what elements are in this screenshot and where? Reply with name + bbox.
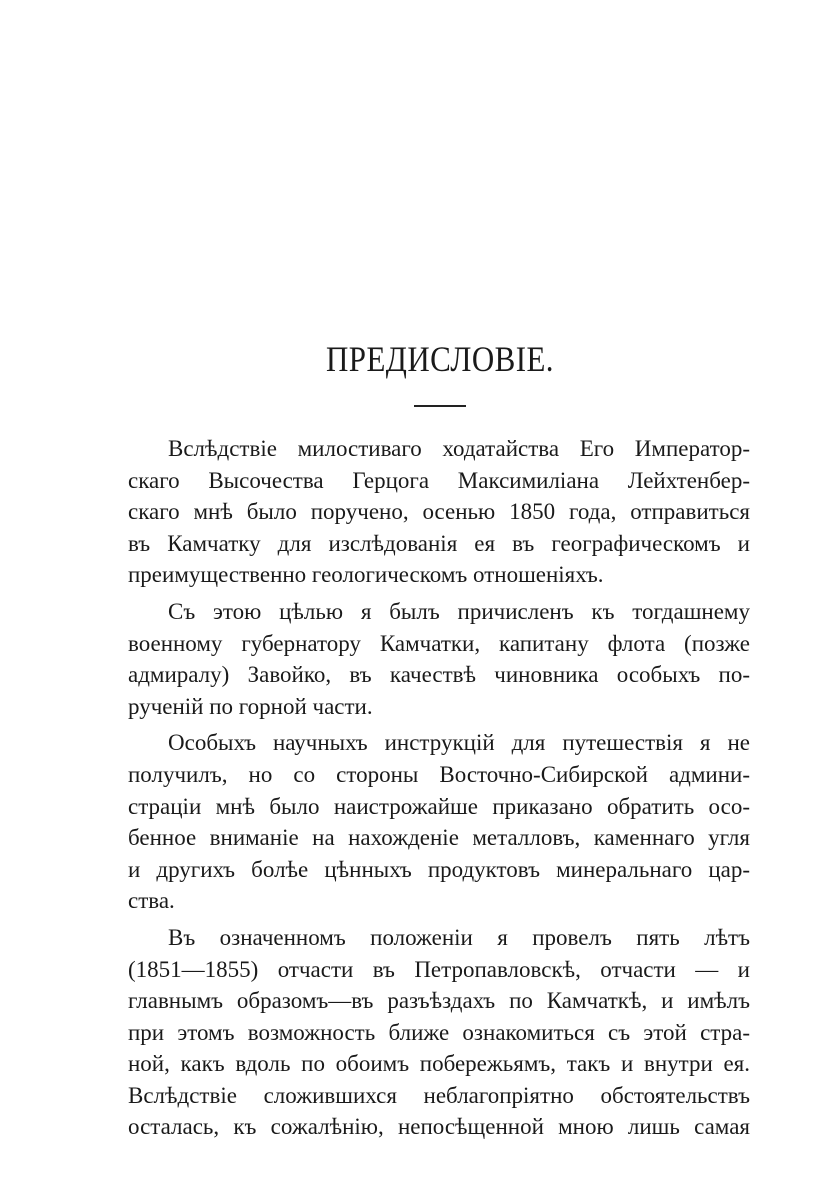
text-line: рученій по горной части.	[128, 693, 373, 719]
paragraph-3	[128, 727, 750, 917]
paragraph-2	[128, 596, 750, 722]
text-line: ной, какъ вдоль по обоимъ побережьямъ, такъ и внутри ея.	[128, 1051, 750, 1077]
text-line: Вслѣдствіе милостиваго ходатайства Его Император-	[168, 436, 750, 461]
text-line: при этомъ возможность ближе ознакомиться съ этой стра-	[128, 1019, 750, 1045]
text-line: преимущественно геологическомъ отношеніяхъ.	[128, 562, 604, 588]
preface-text	[128, 433, 750, 1143]
text-line: въ Камчатку для изслѣдованія ея въ географическомъ и	[128, 530, 750, 556]
text-line: Вслѣдствіе сложившихся неблагопріятно обстоятельствъ	[128, 1082, 750, 1108]
text-line: страціи мнѣ было наистрожайше приказано обратить осо-	[128, 793, 750, 819]
text-line: Въ означенномъ положеніи я провелъ пять лѣтъ	[168, 924, 750, 950]
paragraph-1	[128, 433, 750, 591]
text-line: Съ этою цѣлью я былъ причисленъ къ тогдашнему	[168, 598, 750, 624]
text-line: военному губернатору Камчатки, капитану флота (позже	[128, 630, 750, 656]
text-line: главнымъ образомъ—въ разъѣздахъ по Камчаткѣ, и имѣлъ	[128, 988, 750, 1014]
text-line: (1851—1855) отчасти въ Петропавловскѣ, отчасти — и	[128, 956, 750, 982]
text-line: ства.	[128, 888, 175, 914]
text-line: скаго Высочества Герцога Максимиліана Лейхтенбер-	[128, 467, 750, 493]
text-line: осталась, къ сожалѣнію, непосѣщенной мною лишь самая	[128, 1114, 750, 1140]
text-line: получилъ, но со стороны Восточно-Сибирской админи-	[128, 761, 750, 787]
page-title: ПРЕДИСЛОВІЕ.	[326, 339, 554, 379]
text-line: адмиралу) Завойко, въ качествѣ чиновника особыхъ по-	[128, 662, 750, 688]
title-rule	[414, 405, 466, 407]
text-line: бенное вниманіе на нахожденіе металловъ, каменнаго угля	[128, 825, 750, 851]
text-line: Особыхъ научныхъ инструкцій для путешествія я не	[168, 730, 750, 756]
text-line: и другихъ болѣе цѣнныхъ продуктовъ минеральнаго цар-	[128, 856, 750, 882]
text-line: скаго мнѣ было поручено, осенью 1850 года, отправиться	[128, 499, 750, 525]
paragraph-4	[128, 922, 750, 1143]
